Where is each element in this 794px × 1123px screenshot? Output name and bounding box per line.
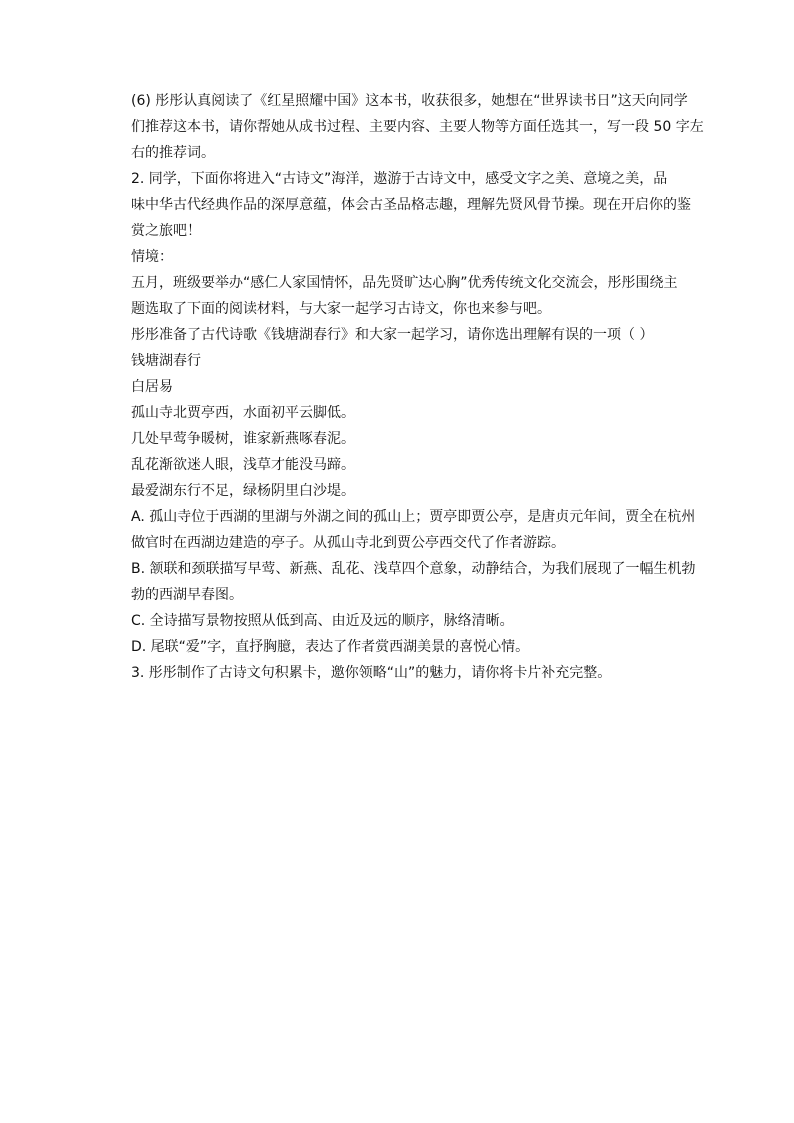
q2-intro-line-2: 味中华古代经典作品的深厚意蕴，体会古圣品格志趣，理解先贤风骨节操。现在开启你的鉴	[131, 197, 691, 213]
poem-title: 钱塘湖春行	[131, 353, 201, 369]
q2-intro-line-3: 赏之旅吧！	[131, 223, 201, 239]
poem-line-4: 最爱湖东行不足，绿杨阴里白沙堤。	[131, 483, 355, 499]
context-line-2: 题选取了下面的阅读材料，与大家一起学习古诗文，你也来参与吧。	[131, 301, 551, 317]
context-heading: 情境：	[131, 249, 173, 265]
question-stem: 彤彤准备了古代诗歌《钱塘湖春行》和大家一起学习，请你选出理解有误的一项（ ）	[131, 327, 654, 343]
poem-line-3: 乱花渐欲迷人眼，浅草才能没马蹄。	[131, 457, 355, 473]
poem-author: 白居易	[131, 379, 173, 395]
q2-intro-line-1: 2. 同学，下面你将进入“古诗文”海洋，遨游于古诗文中，感受文字之美、意境之美，品	[131, 171, 668, 187]
option-c: C. 全诗描写景物按照从低到高、由近及远的顺序，脉络清晰。	[131, 613, 514, 629]
option-b-line-1: B. 颔联和颈联描写早莺、新燕、乱花、浅草四个意象，动静结合，为我们展现了一幅生机勃	[131, 561, 696, 577]
option-d: D. 尾联“爱”字，直抒胸臆，表达了作者赏西湖美景的喜悦心情。	[131, 639, 530, 655]
option-a-line-2: 做官时在西湖边建造的亭子。从孤山寺北到贾公亭西交代了作者游踪。	[131, 535, 565, 551]
option-b-line-2: 勃的西湖早春图。	[131, 587, 243, 603]
document-body	[131, 90, 704, 688]
q6-line-1: (6) 彤彤认真阅读了《红星照耀中国》这本书，收获很多，她想在“世界读书日”这天向同学	[131, 93, 688, 109]
q3-line: 3. 彤彤制作了古诗文句积累卡，邀你领略“山”的魅力，请你将卡片补充完整。	[131, 665, 612, 681]
option-a-line-1: A. 孤山寺位于西湖的里湖与外湖之间的孤山上；贾亭即贾公亭，是唐贞元年间，贾全在杭州	[131, 509, 696, 525]
poem-line-2: 几处早莺争暖树，谁家新燕啄春泥。	[131, 431, 355, 447]
context-line-1: 五月，班级要举办“感仁人家国情怀，品先贤旷达心胸”优秀传统文化交流会，彤彤围绕主	[131, 275, 678, 291]
poem-line-1: 孤山寺北贾亭西，水面初平云脚低。	[131, 405, 355, 421]
q6-line-3: 右的推荐词。	[131, 145, 215, 161]
q6-line-2: 们推荐这本书，请你帮她从成书过程、主要内容、主要人物等方面任选其一，写一段 50 字左	[131, 119, 704, 135]
